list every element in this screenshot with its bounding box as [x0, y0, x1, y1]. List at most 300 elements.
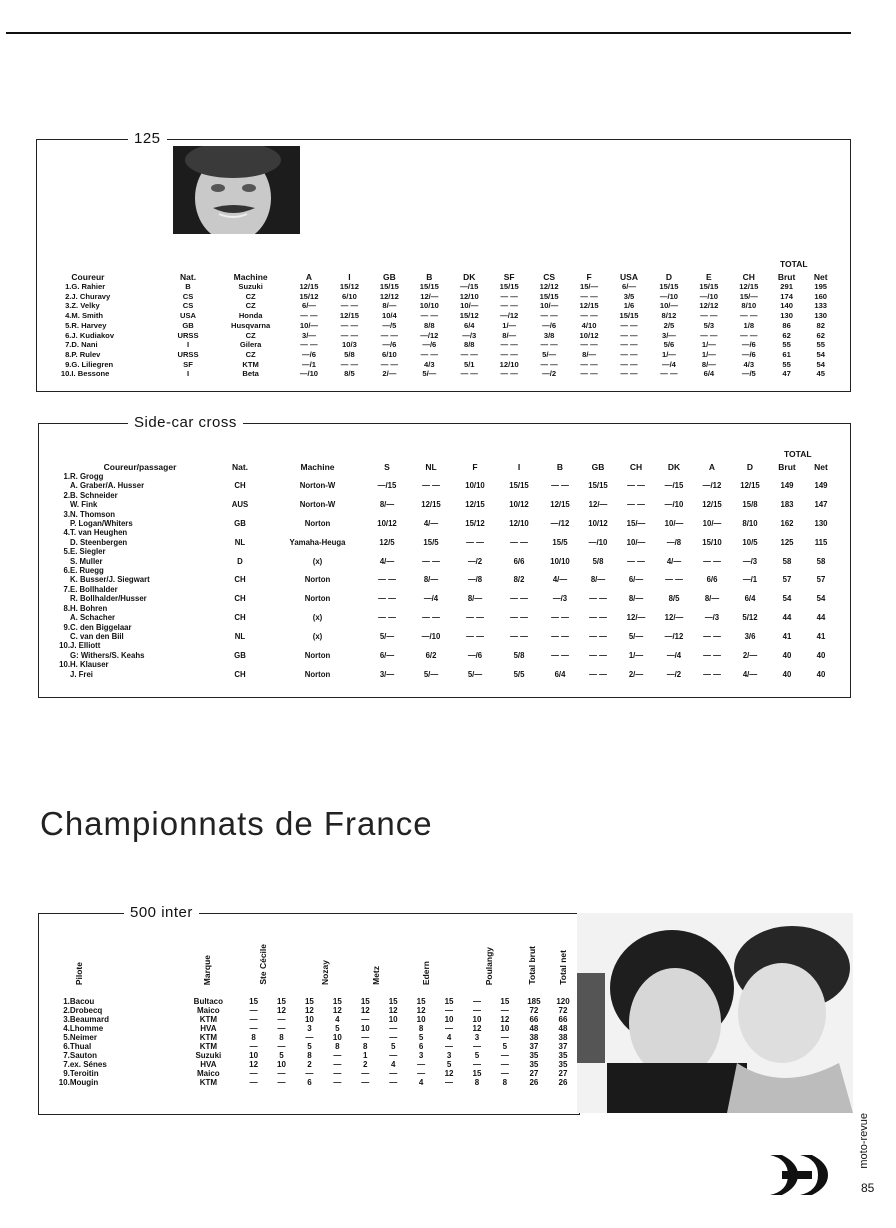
table-cell: NL [234, 631, 246, 641]
magazine-logo [768, 1153, 830, 1202]
table-cell: 15/12 [299, 291, 319, 301]
table-cell: USA [180, 311, 197, 321]
table-cell: 12/5 [379, 537, 395, 547]
table-cell: — [361, 1069, 370, 1078]
table-cell [409, 547, 453, 556]
table-cell [52, 557, 70, 566]
table-cell: 12 [388, 1006, 398, 1015]
table-cell [497, 472, 541, 481]
table-cell: 15/15 [619, 311, 639, 321]
table-cell: —/8 [467, 575, 483, 585]
table-cell [617, 660, 655, 669]
table-cell [805, 623, 837, 632]
table-cell: 5 [446, 1060, 452, 1069]
table-cell: 48 [558, 1024, 568, 1033]
table-cell: — [417, 1060, 426, 1069]
table-cell: — [249, 1069, 258, 1078]
table-cell: 82 [816, 320, 825, 330]
table-cell: 10/12 [579, 330, 599, 340]
table-cell: — — [627, 481, 645, 491]
table-cell: 8 [251, 1033, 256, 1042]
table-cell: — [333, 1078, 342, 1087]
table-cell [497, 660, 541, 669]
table-cell [541, 566, 579, 575]
table-cell: 6. [63, 566, 70, 576]
table-cell: 12/— [626, 613, 646, 623]
table-cell [270, 585, 365, 594]
table-cell: 8 [474, 1078, 480, 1087]
table-cell: 10 [416, 1015, 426, 1024]
table-cell: —/1 [301, 359, 316, 369]
table-cell: 15 [388, 997, 398, 1006]
column-header [484, 947, 494, 990]
table-cell: C. den Biggelaar [70, 622, 132, 632]
table-cell: 44 [816, 613, 826, 623]
table-cell [731, 641, 769, 650]
table-cell: —/5 [382, 320, 397, 330]
table-cell [497, 510, 541, 519]
table-cell [210, 472, 270, 481]
column-header [558, 950, 568, 990]
table-row [52, 519, 837, 528]
table-cell: —/6 [422, 340, 437, 350]
table-cell: 7. [63, 584, 70, 594]
table-cell: KTM [199, 1033, 218, 1042]
table-cell: 5. [63, 547, 70, 557]
table-cell: 1 [363, 1051, 368, 1060]
table-cell: — [277, 1042, 286, 1051]
table-cell: — [472, 1006, 481, 1015]
column-header: S [384, 462, 390, 472]
table-cell: — — [740, 311, 758, 321]
table-cell: I. Bessone [71, 369, 110, 379]
column-header: CH [742, 272, 755, 282]
table-cell: —/4 [423, 594, 439, 604]
table-cell: 12 [360, 1006, 370, 1015]
table-cell: 8/8 [424, 320, 435, 330]
table-row [52, 670, 837, 679]
table-cell [693, 491, 731, 500]
table-cell: 120 [556, 997, 570, 1006]
table-cell: 55 [816, 340, 825, 350]
table-cell: 15/15 [659, 282, 679, 291]
table-cell: 8/— [701, 359, 716, 369]
section-sidecar-title: Side-car cross [128, 414, 243, 431]
table-cell: — — [300, 311, 318, 321]
table-cell: CZ [245, 330, 256, 340]
table-cell: — — [580, 311, 598, 321]
table-cell: — [277, 1024, 286, 1033]
table-cell: 15 [444, 997, 454, 1006]
table-cell: — [277, 1078, 286, 1087]
table-cell: — — [340, 359, 359, 369]
table-cell: 2. [65, 291, 72, 301]
table-cell [655, 623, 693, 632]
table-cell: — [389, 1078, 398, 1087]
table-cell: D [237, 556, 243, 566]
column-header: Coureur [71, 272, 105, 282]
table-cell: Lhomme [69, 1024, 104, 1033]
table-cell: Sauton [69, 1051, 97, 1060]
table-cell: — — [378, 613, 396, 623]
table-cell: —/2 [542, 369, 557, 379]
table-cell: 15/5 [423, 537, 439, 547]
table-cell: CH [234, 575, 246, 585]
table-cell [210, 585, 270, 594]
table-cell [655, 585, 693, 594]
table-cell: 8/— [467, 594, 483, 604]
table-cell: —/3 [462, 330, 477, 340]
table-cell: — — [540, 340, 558, 350]
table-cell: 4. [63, 1024, 70, 1033]
column-header: D [665, 272, 672, 282]
table-cell: Maico [197, 1006, 220, 1015]
table-cell: 5/5 [513, 669, 525, 679]
table-cell: 47 [782, 369, 791, 379]
table-cell [769, 491, 805, 500]
table-cell: — — [660, 369, 678, 379]
table-row [52, 1069, 577, 1078]
table-cell [365, 547, 409, 556]
table-cell: 8 [502, 1078, 508, 1087]
table-cell: 2 [307, 1060, 312, 1069]
table-cell: 15 [472, 1069, 482, 1078]
table-row [52, 350, 837, 360]
table-cell: Norton [304, 519, 331, 529]
table-cell: S. Muller [70, 556, 103, 566]
column-header-text: Ste Cécile [258, 944, 268, 985]
table-cell: — [500, 1060, 509, 1069]
table-cell: 10/— [664, 519, 684, 529]
table-cell: —/10 [659, 291, 679, 301]
table-cell: —/12 [550, 519, 570, 529]
table-cell: 27 [558, 1069, 568, 1078]
table-cell [805, 604, 837, 613]
table-cell: Norton [304, 594, 331, 604]
table-cell: 41 [782, 631, 792, 641]
table-cell [693, 510, 731, 519]
column-header: Net [813, 272, 828, 282]
table-cell [453, 472, 497, 481]
table-cell: — — [510, 613, 528, 623]
table-cell [617, 585, 655, 594]
table-cell: R. Bollhalder/Husser [70, 594, 147, 604]
table-cell: HVA [200, 1060, 217, 1069]
table-cell: 3/— [379, 669, 395, 679]
table-cell [365, 566, 409, 575]
table-cell: 130 [780, 311, 793, 321]
table-cell: 8/10 [742, 519, 758, 529]
table-cell: NL [234, 537, 246, 547]
table-cell: 4/10 [581, 320, 597, 330]
table-cell: 6/10 [342, 291, 357, 301]
table-cell [270, 472, 365, 481]
table-cell: 8/8 [463, 340, 475, 350]
magazine-name [858, 1113, 876, 1175]
table-cell [579, 528, 617, 537]
table-cell: —/6 [542, 320, 557, 330]
table-cell: —/12 [500, 311, 519, 321]
table-cell [769, 547, 805, 556]
table-cell: 5 [474, 1051, 480, 1060]
table-cell [655, 491, 693, 500]
column-header [52, 262, 71, 282]
table-cell: 1. [65, 282, 72, 291]
table-cell [365, 472, 409, 481]
table-cell: 62 [816, 330, 825, 340]
results-table-125 [52, 262, 837, 379]
table-cell: 3/6 [744, 631, 756, 641]
table-cell: 9. [63, 1069, 70, 1078]
table-cell: — — [703, 650, 721, 660]
table-cell: — — [620, 340, 638, 350]
table-cell: — — [378, 594, 396, 604]
table-row [52, 557, 837, 566]
table-cell [497, 566, 541, 575]
table-cell: —/15 [460, 282, 479, 291]
table-cell [365, 623, 409, 632]
table-cell [617, 510, 655, 519]
table-cell: 4. [63, 528, 70, 538]
column-header: USA [620, 272, 638, 282]
table-cell: — — [510, 631, 528, 641]
table-cell: 12 [249, 1060, 259, 1069]
table-cell: — [277, 1015, 286, 1024]
table-cell: — — [580, 340, 598, 350]
table-row [52, 632, 837, 641]
table-cell: — — [551, 613, 569, 623]
table-cell: — — [420, 311, 438, 321]
table-cell: 10/10 [465, 481, 485, 491]
table-cell: 12/15 [550, 500, 570, 510]
column-header: Machine [300, 462, 335, 472]
table-cell [409, 491, 453, 500]
table-cell: CH [234, 669, 246, 679]
table-cell: 12/10 [509, 519, 529, 529]
table-cell: 12/— [420, 291, 439, 301]
table-cell [497, 585, 541, 594]
table-cell: T. van Heughen [70, 528, 128, 538]
table-cell: 15/15 [699, 282, 719, 291]
column-header: Coureur/passager [103, 462, 177, 472]
table-cell: 37 [529, 1042, 539, 1051]
column-header [371, 966, 381, 990]
table-cell: SF [183, 359, 193, 369]
table-cell [453, 623, 497, 632]
table-cell: 5/6 [663, 340, 675, 350]
table-cell: 6/— [301, 301, 316, 311]
table-cell: 12/— [588, 500, 608, 510]
table-cell: 86 [782, 320, 791, 330]
table-cell: 10/10 [550, 556, 570, 566]
table-cell: —/4 [661, 359, 676, 369]
table-cell: —/5 [741, 369, 756, 379]
table-cell: E. Siegler [70, 547, 106, 557]
table-cell [52, 632, 70, 641]
table-cell: 5/— [542, 349, 557, 359]
couple-photo [577, 913, 853, 1113]
table-cell: 12 [472, 1024, 482, 1033]
table-cell [805, 491, 837, 500]
table-cell: — [472, 1060, 481, 1069]
table-cell: 12/15 [299, 282, 319, 291]
table-cell: 15/8 [742, 500, 758, 510]
table-cell: 3/8 [543, 330, 555, 340]
table-cell: (x) [312, 631, 323, 641]
table-cell: M. Smith [71, 311, 104, 321]
table-cell: 185 [527, 997, 541, 1006]
table-cell: — — [510, 537, 528, 547]
table-cell: 15/12 [459, 311, 479, 321]
table-cell: 54 [782, 594, 792, 604]
column-header: GB [591, 462, 605, 472]
table-cell: — — [580, 359, 598, 369]
table-cell [805, 510, 837, 519]
column-header: Machine [233, 272, 268, 282]
table-cell: 6/2 [425, 650, 437, 660]
table-cell: — — [620, 359, 638, 369]
table-cell: 149 [780, 481, 794, 491]
table-row [52, 1042, 577, 1051]
table-cell [409, 623, 453, 632]
table-cell: 3 [474, 1033, 480, 1042]
table-cell: Suzuki [238, 282, 263, 291]
table-cell: 10/3 [342, 340, 357, 350]
table-cell: —/3 [704, 613, 720, 623]
table-cell [769, 510, 805, 519]
table-cell [497, 491, 541, 500]
table-cell: GB [234, 650, 246, 660]
table-cell [210, 528, 270, 537]
table-cell [541, 660, 579, 669]
table-cell: 10/— [540, 301, 559, 311]
table-cell [52, 670, 70, 679]
table-cell: 133 [814, 301, 828, 311]
table-row [52, 585, 837, 594]
column-header: Brut [778, 462, 796, 472]
table-row [52, 491, 837, 500]
table-cell: —/4 [666, 650, 682, 660]
table-cell: 6/— [622, 282, 636, 291]
table-cell: 2/— [742, 650, 758, 660]
table-cell: —/12 [664, 631, 684, 641]
table-cell: 15 [416, 997, 426, 1006]
column-header: I [348, 272, 351, 282]
table-cell [210, 510, 270, 519]
table-cell: — — [589, 631, 607, 641]
table-row [52, 1051, 577, 1060]
table-row [52, 360, 837, 370]
table-cell: 2/— [382, 369, 397, 379]
table-cell: — [305, 1033, 314, 1042]
table-cell [409, 472, 453, 481]
table-cell: — — [340, 320, 359, 330]
section-125-title: 125 [128, 130, 167, 147]
table-cell: 9. [63, 622, 70, 632]
table-cell: A. Graber/A. Husser [70, 481, 145, 491]
table-cell: 4/— [423, 519, 439, 529]
column-header: Brut [777, 272, 796, 282]
table-cell: B [185, 282, 191, 291]
table-cell [541, 472, 579, 481]
table-cell: —/6 [301, 349, 316, 359]
table-cell [769, 566, 805, 575]
table-cell: 5 [335, 1024, 340, 1033]
table-cell: 4. [65, 311, 72, 321]
table-row [52, 500, 837, 509]
table-cell: D. Nani [71, 340, 98, 350]
table-cell: 1. [63, 997, 70, 1006]
table-cell: 72 [558, 1006, 568, 1015]
table-cell: Husqvarna [231, 320, 271, 330]
table-cell: —/6 [467, 650, 483, 660]
table-cell: — [361, 1015, 370, 1024]
table-cell [805, 641, 837, 650]
table-cell: 6/4 [554, 669, 566, 679]
table-cell: — — [500, 291, 518, 301]
table-cell: CS [182, 291, 194, 301]
table-cell [409, 528, 453, 537]
table-cell: — — [460, 369, 478, 379]
table-cell: 55 [782, 359, 791, 369]
table-cell: 10. [60, 369, 72, 379]
table-cell: — [361, 1033, 370, 1042]
table-cell [453, 566, 497, 575]
table-cell [655, 566, 693, 575]
table-cell [365, 528, 409, 537]
table-cell [731, 510, 769, 519]
table-cell: G. Liliegren [71, 359, 114, 369]
table-row [52, 340, 837, 350]
table-cell: 5. [63, 1033, 70, 1042]
table-cell [731, 528, 769, 537]
table-cell [210, 566, 270, 575]
table-cell: 10 [360, 1024, 370, 1033]
table-cell: 12 [416, 1006, 426, 1015]
table-cell: 130 [814, 519, 828, 529]
table-cell: 130 [814, 311, 828, 321]
table-cell: 8 [363, 1042, 368, 1051]
table-cell: — — [466, 631, 484, 641]
table-cell: 44 [782, 613, 792, 623]
table-cell: G: Withers/S. Keahs [70, 650, 145, 660]
table-row [52, 1006, 577, 1015]
table-cell [270, 641, 365, 650]
table-cell: 15/15 [588, 481, 608, 491]
table-row [52, 660, 837, 669]
table-cell: — [389, 1024, 398, 1033]
table-cell [693, 660, 731, 669]
table-row [52, 538, 837, 547]
table-cell: 15 [360, 997, 370, 1006]
table-cell: Neimer [69, 1033, 97, 1042]
table-cell: —/3 [742, 556, 758, 566]
column-header: Nat. [180, 272, 197, 282]
table-cell: —/2 [467, 556, 483, 566]
table-cell: 4 [418, 1078, 424, 1087]
table-cell: 38 [529, 1033, 539, 1042]
table-cell: 35 [529, 1051, 539, 1060]
table-header-row [52, 452, 837, 472]
table-cell [805, 660, 837, 669]
table-cell: Beta [242, 369, 259, 379]
table-cell: 41 [816, 631, 826, 641]
table-cell: 5 [279, 1051, 284, 1060]
table-cell: 5/3 [703, 320, 715, 330]
table-row [52, 510, 837, 519]
table-cell: CZ [245, 349, 256, 359]
table-cell: 10/12 [377, 519, 397, 529]
